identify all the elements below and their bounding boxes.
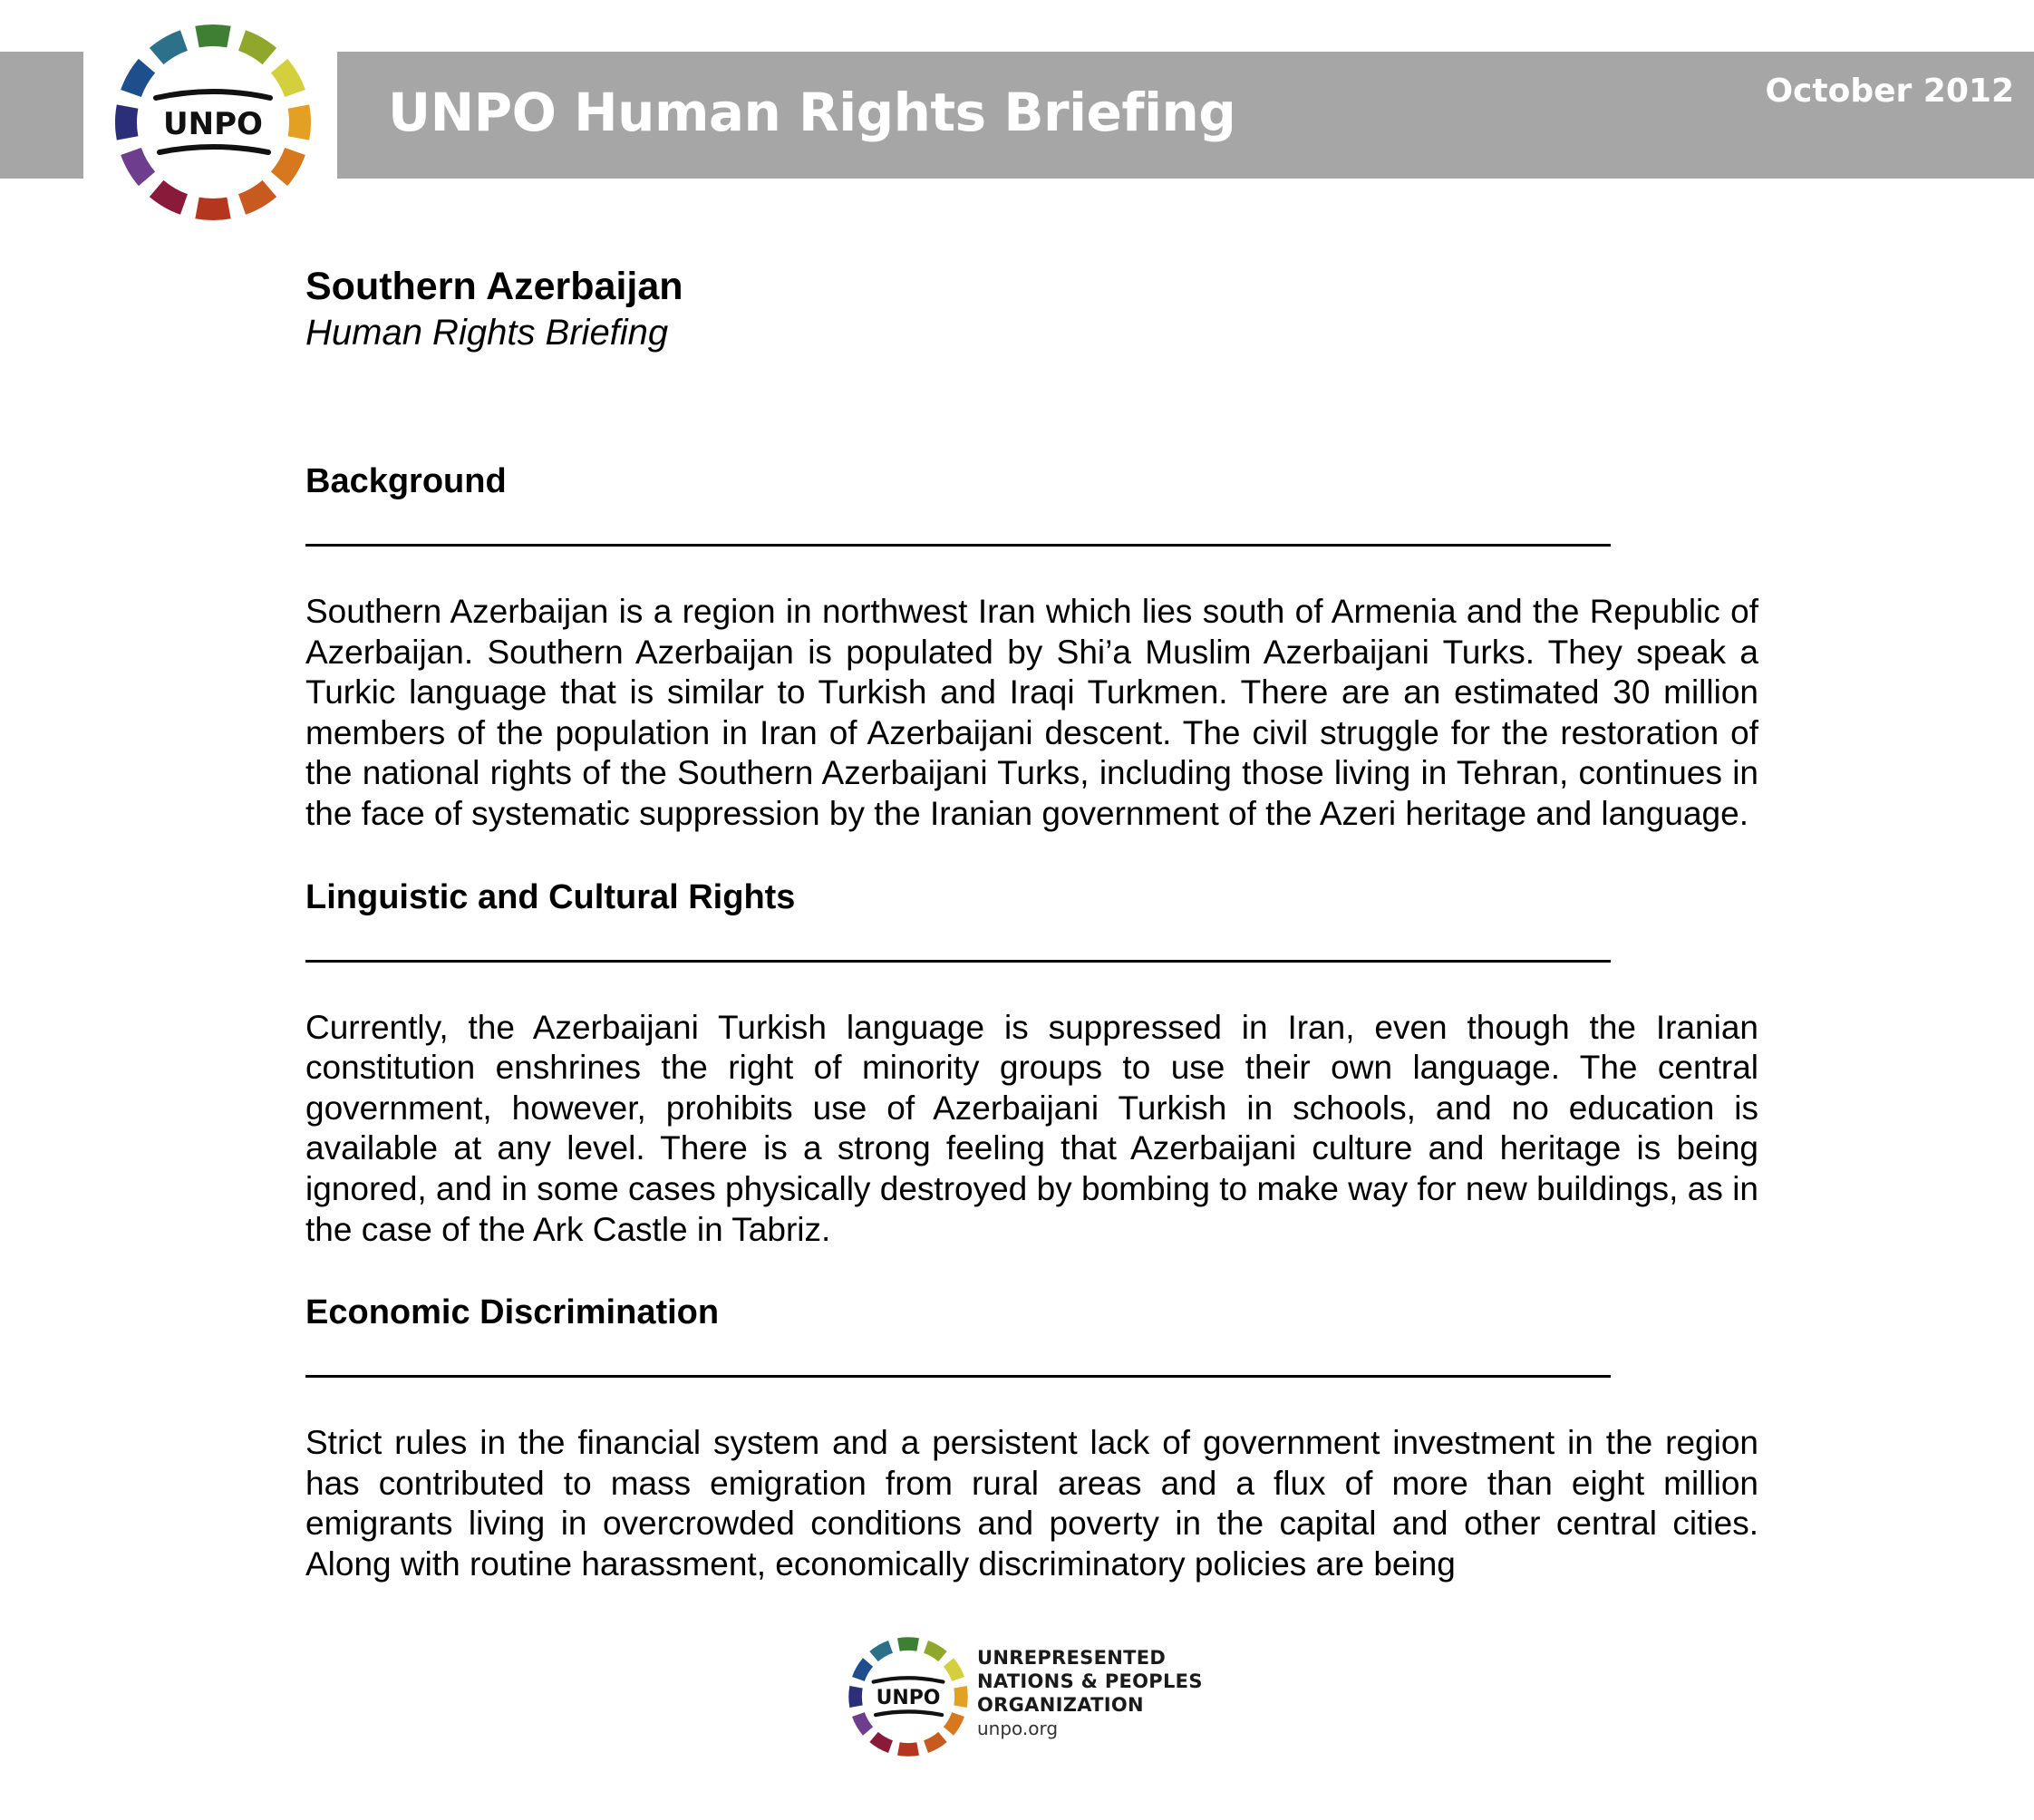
section-heading-linguistic-cultural-rights: Linguistic and Cultural Rights [305, 877, 796, 916]
header-date: October 2012 [1765, 73, 2014, 110]
footer-line-nations-peoples: NATIONS & PEOPLES [977, 1670, 1203, 1692]
section-paragraph-economic-discrimination: Strict rules in the financial system and a persistent lack of government investment in the region has contributed to mass emigration from rural areas and a flux of more than eight million emigrants living in overcrowded conditions and poverty in the capital and other central cities. Along with routine harassment, economically discriminatory policies are being [305, 1424, 1758, 1583]
logo-ring-segment [848, 1686, 862, 1708]
logo-ring-segment [195, 24, 230, 47]
footer-organization-text [977, 1646, 1203, 1740]
document-title: Southern Azerbaijan [305, 265, 683, 308]
section-heading-background: Background [305, 462, 507, 500]
section-heading-economic-discrimination: Economic Discrimination [305, 1293, 720, 1332]
unpo-logo [109, 18, 317, 227]
footer-unpo-logo [845, 1633, 972, 1760]
section-paragraph-linguistic-cultural-rights: Currently, the Azerbaijani Turkish language is suppressed in Iran, even though the Iranian constitution enshrines the right of minority groups to use their own language. The central government, however, prohibits use of Azerbaijani Turkish in schools, and no education is available at any level. There is a strong feeling that Azerbaijani culture and heritage is being ignored, and in some cases physically destroyed by bombing to make way for new buildings, as in the case of the Ark Castle in Tabriz. [305, 1008, 1758, 1248]
logo-text: UNPO [163, 106, 263, 142]
logo-ring-segment [115, 104, 138, 140]
footer-line-organization: ORGANIZATION [977, 1694, 1144, 1716]
paragraph-clip [305, 1423, 1758, 1584]
document-subtitle: Human Rights Briefing [305, 313, 669, 353]
footer-logo-text: UNPO [876, 1686, 941, 1709]
document-body [305, 263, 1758, 1584]
logo-ring-segment [954, 1686, 967, 1708]
logo-ring-segment [195, 198, 230, 220]
header-title: UNPO Human Rights Briefing [388, 82, 1236, 143]
logo-ring-segment [288, 104, 311, 140]
logo-ring-segment [897, 1742, 919, 1756]
section-paragraph-background: Southern Azerbaijan is a region in northwest Iran which lies south of Armenia and the Republic of Azerbaijan. Southern Azerbaijan is populated by Shi’a Muslim Azerbaijani Turks. They speak a Turkic language that is similar to Turkish and Iraqi Turkmen. There are an estimated 30 million members of the population in Iran of Azerbaijani descent. The civil struggle for the restoration of the national rights of the Southern Azerbaijani Turks, including those living in Tehran, continues in the face of systematic suppression by the Iranian government of the Azeri heritage and language. [305, 593, 1758, 832]
footer-line-unrepresented: UNREPRESENTED [977, 1647, 1167, 1669]
footer-url-link[interactable]: unpo.org [977, 1718, 1059, 1739]
header-banner-left [0, 52, 83, 179]
logo-ring-segment [897, 1637, 919, 1651]
